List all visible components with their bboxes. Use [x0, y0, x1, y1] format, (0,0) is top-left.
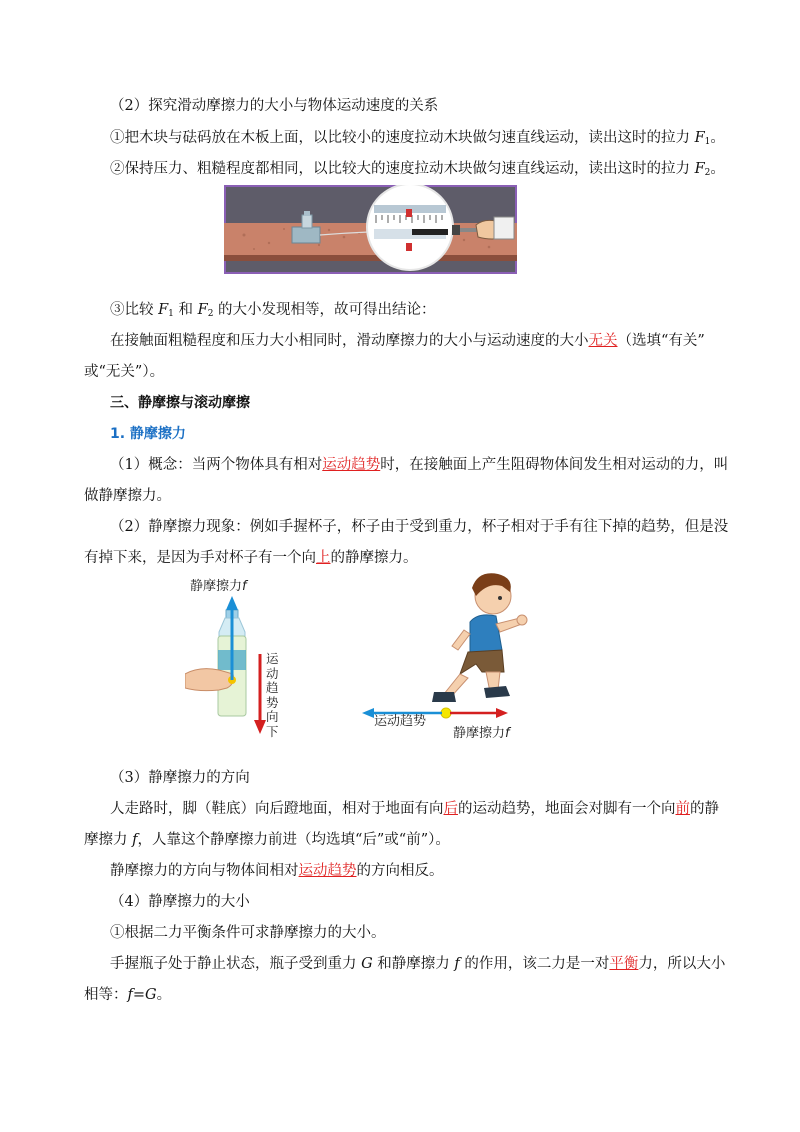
section2-heading: （2）探究滑动摩擦力的大小与物体运动速度的关系 [110, 98, 439, 114]
answer-blank-wuguan: 无关 [588, 333, 618, 349]
subheading-static-friction: 1. 静摩擦力 [110, 426, 186, 442]
concept-line1: （1）概念：当两个物体具有相对运动趋势时，在接触面上产生阻碍物体间发生相对运动的力，叫 [110, 457, 729, 473]
conclusion-line2: 或“无关”）。 [84, 364, 165, 380]
step1-text: ①把木块与砝码放在木板上面，以比较小的速度拉动木块做匀速直线运动，读出这时的拉力 $F_1$。 [110, 130, 725, 147]
answer-blank-trend: 运动趋势 [322, 457, 381, 473]
direction-line2: 摩擦力 f，人靠这个静摩擦力前进（均选填“后”或“前”）。 [84, 832, 450, 848]
direction-heading: （3）静摩擦力的方向 [110, 770, 250, 786]
section3-heading: 三、静摩擦与滚动摩擦 [110, 395, 250, 411]
answer-blank-front: 前 [675, 801, 690, 817]
running-boy-figure [360, 568, 540, 723]
size-line2: 手握瓶子处于静止状态，瓶子受到重力 G 和静摩擦力 f 的作用，该二力是一对平衡力，所以大小 [110, 956, 726, 972]
answer-blank-back: 后 [443, 801, 458, 817]
direction-rule: 静摩擦力的方向与物体间相对运动趋势的方向相反。 [110, 863, 444, 879]
step2-text: ②保持压力、粗糙程度都相同，以比较大的速度拉动木块做匀速直线运动，读出这时的拉力 $F_2$。 [110, 161, 725, 178]
answer-blank-trend2: 运动趋势 [298, 863, 357, 879]
friction-experiment-image [224, 185, 517, 274]
runner-friction-label: 静摩擦力f [453, 726, 510, 741]
answer-blank-balance: 平衡 [609, 956, 639, 972]
bottle-trend-vertical-label: 运 动 趋 势 向 下 [266, 651, 279, 739]
size-line3: 相等：f=G。 [84, 987, 172, 1003]
step3-text: ③比较 $F_1$ 和 $F_2$ 的大小发现相等，故可得出结论： [110, 302, 436, 319]
answer-blank-up: 上 [316, 550, 331, 566]
phenomenon-line1: （2）静摩擦力现象：例如手握杯子，杯子由于受到重力，杯子相对于手有往下掉的趋势，但是没 [110, 519, 729, 535]
size-heading: （4）静摩擦力的大小 [110, 894, 250, 910]
runner-trend-label: 运动趋势 [374, 714, 427, 729]
concept-line2: 做静摩擦力。 [84, 488, 171, 504]
conclusion-line1: 在接触面粗糙程度和压力大小相同时，滑动摩擦力的大小与运动速度的大小无关（选填“有关” [110, 333, 705, 349]
size-line1: ①根据二力平衡条件可求静摩擦力的大小。 [110, 925, 386, 941]
direction-line1: 人走路时，脚（鞋底）向后蹬地面，相对于地面有向后的运动趋势，地面会对脚有一个向前的静 [110, 801, 719, 817]
bottle-friction-label: 静摩擦力f [190, 579, 247, 594]
phenomenon-line2: 有掉下来，是因为手对杯子有一个向上的静摩擦力。 [84, 550, 418, 566]
